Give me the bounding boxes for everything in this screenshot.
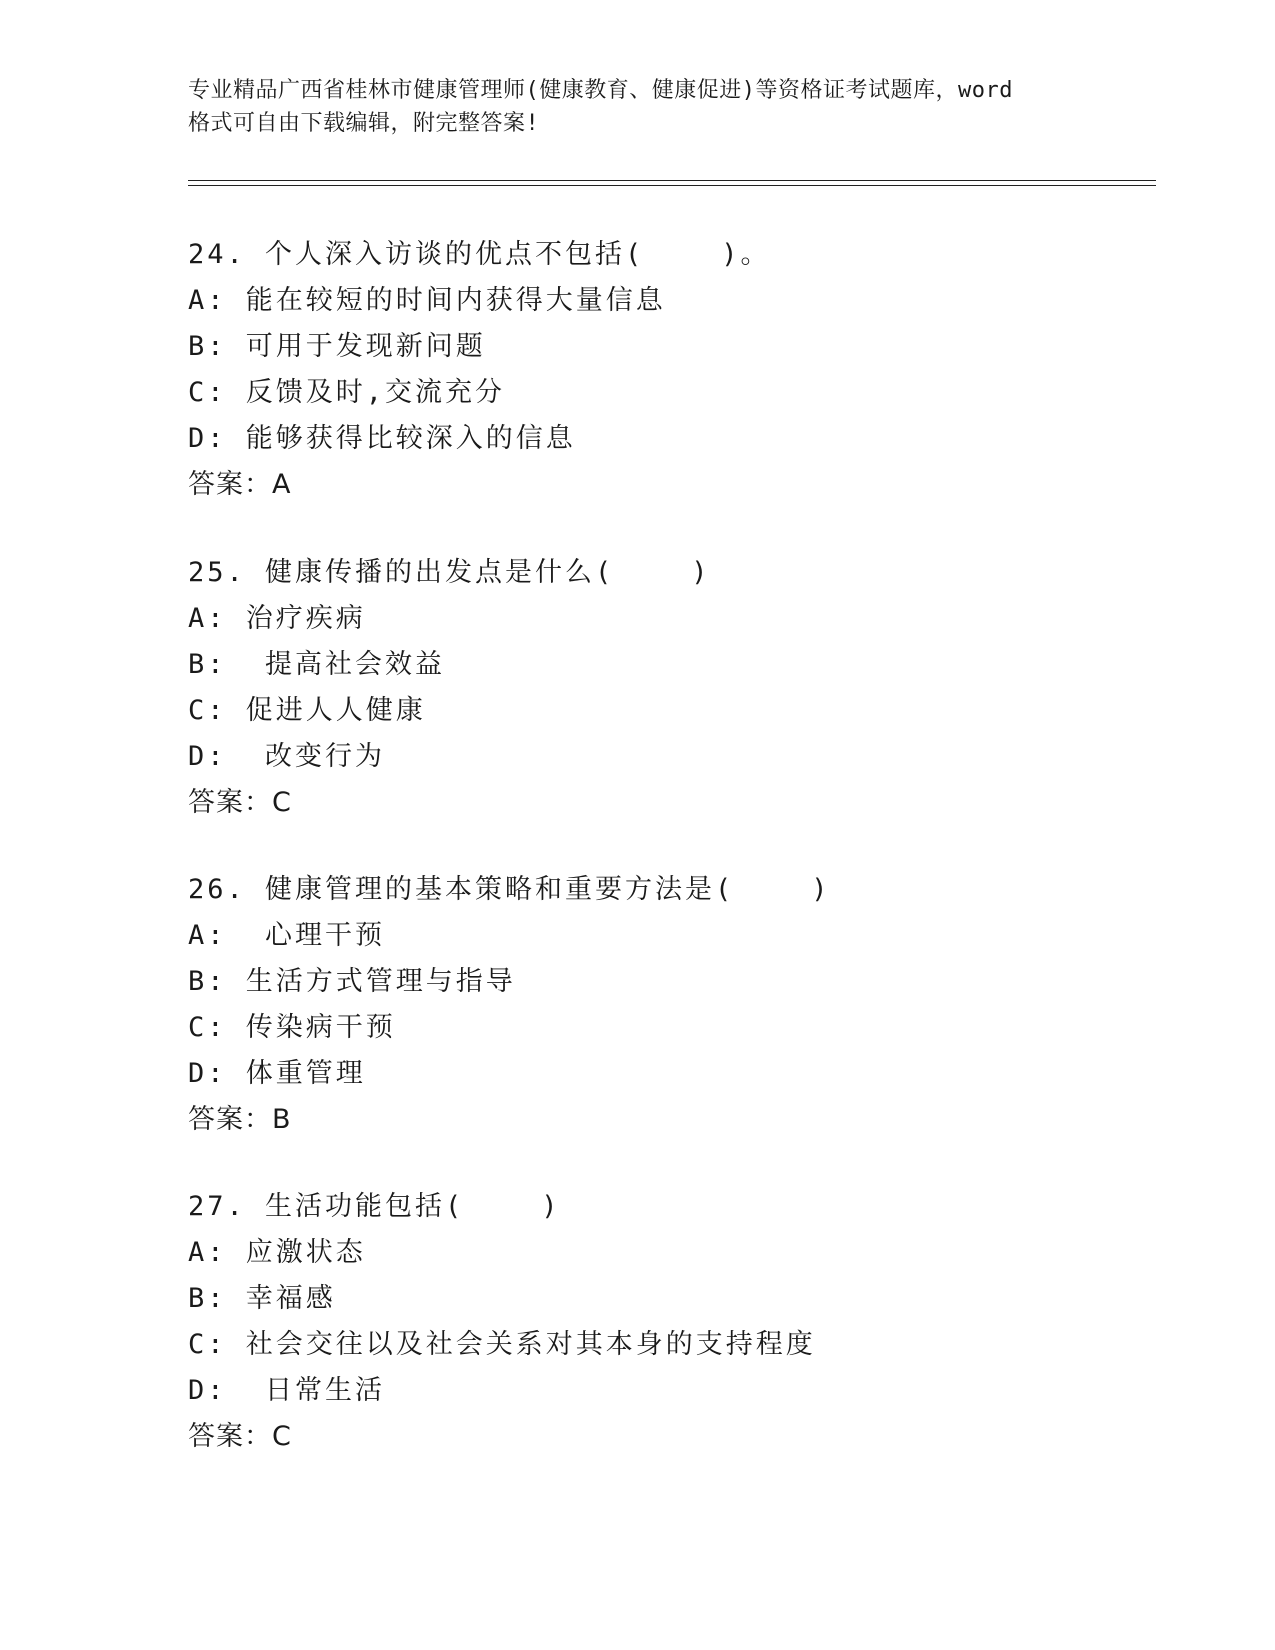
header-divider-bottom [188,185,1156,186]
header-line-1: 专业精品广西省桂林市健康管理师(健康教育、健康促进)等资格证考试题库，word [188,78,1013,103]
question-stem: 27. 生活功能包括( ) [188,1191,561,1222]
option-c: C: 传染病干预 [188,1012,396,1043]
option-b: B: 生活方式管理与指导 [188,966,516,997]
question-stem: 25. 健康传播的出发点是什么( ) [188,557,711,588]
answer-line: 答案：B [188,1104,292,1135]
option-c: C: 促进人人健康 [188,695,426,726]
option-a: A: 应激状态 [188,1237,366,1268]
option-d: D: 体重管理 [188,1058,366,1089]
option-d: D: 日常生活 [188,1375,386,1406]
question-block [188,1184,1148,1460]
option-a: A: 能在较短的时间内获得大量信息 [188,285,666,316]
option-a: A: 治疗疾病 [188,603,366,634]
option-a: A: 心理干预 [188,920,386,951]
question-block [188,232,1148,508]
question-stem: 26. 健康管理的基本策略和重要方法是( ) [188,874,831,905]
answer-line: 答案：A [188,469,292,500]
option-d: D: 能够获得比较深入的信息 [188,423,576,454]
question-stem: 24. 个人深入访谈的优点不包括( )。 [188,239,771,270]
answer-line: 答案：C [188,787,292,818]
option-b: B: 可用于发现新问题 [188,331,486,362]
answer-line: 答案：C [188,1421,292,1452]
option-b: B: 幸福感 [188,1283,336,1314]
option-c: C: 社会交往以及社会关系对其本身的支持程度 [188,1329,816,1360]
question-block [188,867,1148,1143]
header-line-2: 格式可自由下载编辑，附完整答案! [188,111,540,136]
question-block [188,550,1148,826]
option-d: D: 改变行为 [188,741,386,772]
header-divider-top [188,180,1156,181]
document-header [188,74,1088,140]
option-c: C: 反馈及时,交流充分 [188,377,506,408]
option-b: B: 提高社会效益 [188,649,446,680]
